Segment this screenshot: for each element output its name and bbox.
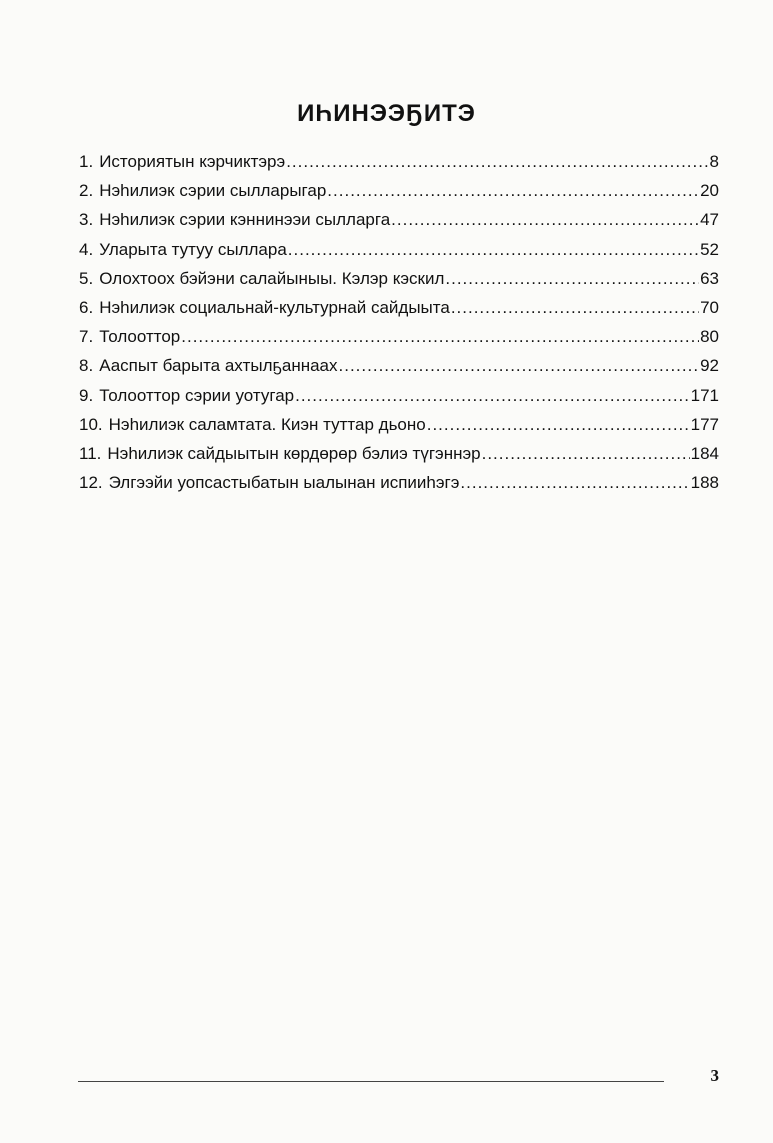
toc-entry (79, 327, 719, 356)
toc-entry-title: Элгээйи уопсастыбатын ыалынан испииһэгэ (108, 473, 460, 493)
toc-dot-leader (445, 269, 699, 289)
toc-entry-title: Олохтоох бэйэни салайыныы. Кэлэр кэскил (99, 268, 445, 288)
table-of-contents (79, 152, 719, 502)
toc-entry-number: 5. (79, 268, 94, 288)
page-number: 3 (710, 1066, 719, 1085)
toc-entry (79, 386, 719, 415)
toc-entry-title: Нэһилиэк социальнай-культурнай сайдыыта (99, 297, 450, 317)
toc-entry-title: Историятын кэрчиктэрэ (99, 152, 286, 171)
toc-entry-number: 1. (79, 152, 94, 171)
toc-entry-number: 10. (79, 414, 103, 434)
toc-dot-leader (327, 181, 699, 201)
toc-entry-page: 184 (690, 443, 719, 463)
toc-entry-title: Уларыта тутуу сыллара (99, 239, 287, 259)
toc-entry-title: Нэһилиэк сэрии кэннинээи сылларга (99, 210, 391, 230)
toc-entry (79, 210, 719, 239)
toc-entry-number: 3. (79, 210, 94, 230)
toc-entry-number: 12. (79, 473, 103, 493)
toc-entry-number: 4. (79, 239, 94, 259)
toc-entry-title: Нэһилиэк саламтата. Киэн туттар дьоно (108, 414, 426, 434)
toc-entry (79, 152, 719, 181)
toc-entry (79, 269, 719, 298)
toc-entry (79, 473, 719, 502)
toc-entry-page: 188 (690, 473, 719, 493)
toc-entry (79, 415, 719, 444)
toc-entry-title: Толооттор сэрии уотугар (99, 385, 295, 405)
toc-entry (79, 298, 719, 327)
toc-entry-page: 92 (700, 356, 719, 376)
toc-entry-number: 8. (79, 356, 94, 376)
toc-dot-leader (339, 356, 700, 376)
toc-entry-title: Нэһилиэк сайдыытын көрдөрөр бэлиэ түгэннэр (107, 443, 481, 463)
toc-entry-page: 20 (700, 181, 719, 201)
page-title: ИҺИНЭЭҔИТЭ (297, 100, 476, 127)
footer-divider (78, 1081, 664, 1082)
toc-entry-page: 177 (690, 414, 719, 434)
toc-entry (79, 240, 719, 269)
toc-entry-page: 80 (700, 327, 719, 347)
toc-entry-number: 11. (79, 443, 102, 463)
toc-entry (79, 444, 719, 473)
toc-dot-leader (391, 210, 699, 230)
toc-entry-page: 47 (700, 210, 719, 230)
toc-entry-title: Толооттор (99, 327, 181, 347)
toc-entry-page: 171 (690, 385, 719, 405)
toc-entry-number: 7. (79, 327, 94, 347)
toc-dot-leader (288, 240, 699, 260)
toc-dot-leader (295, 386, 690, 406)
toc-entry-number: 6. (79, 297, 94, 317)
toc-dot-leader (460, 473, 689, 493)
toc-entry (79, 181, 719, 210)
toc-dot-leader (451, 298, 699, 318)
toc-entry-page: 63 (700, 268, 719, 288)
toc-entry-number: 9. (79, 385, 94, 405)
toc-entry-page: 52 (700, 239, 719, 259)
toc-entry-page: 8 (709, 152, 719, 171)
toc-entry-title: Ааспыт барыта ахтылҕаннаах (99, 356, 338, 376)
toc-dot-leader (181, 327, 699, 347)
toc-entry (79, 356, 719, 385)
toc-dot-leader (286, 152, 708, 172)
toc-entry-title: Нэһилиэк сэрии сылларыгар (99, 181, 327, 201)
toc-dot-leader (482, 444, 690, 464)
toc-dot-leader (427, 415, 690, 435)
toc-entry-number: 2. (79, 181, 94, 201)
toc-entry-page: 70 (700, 297, 719, 317)
